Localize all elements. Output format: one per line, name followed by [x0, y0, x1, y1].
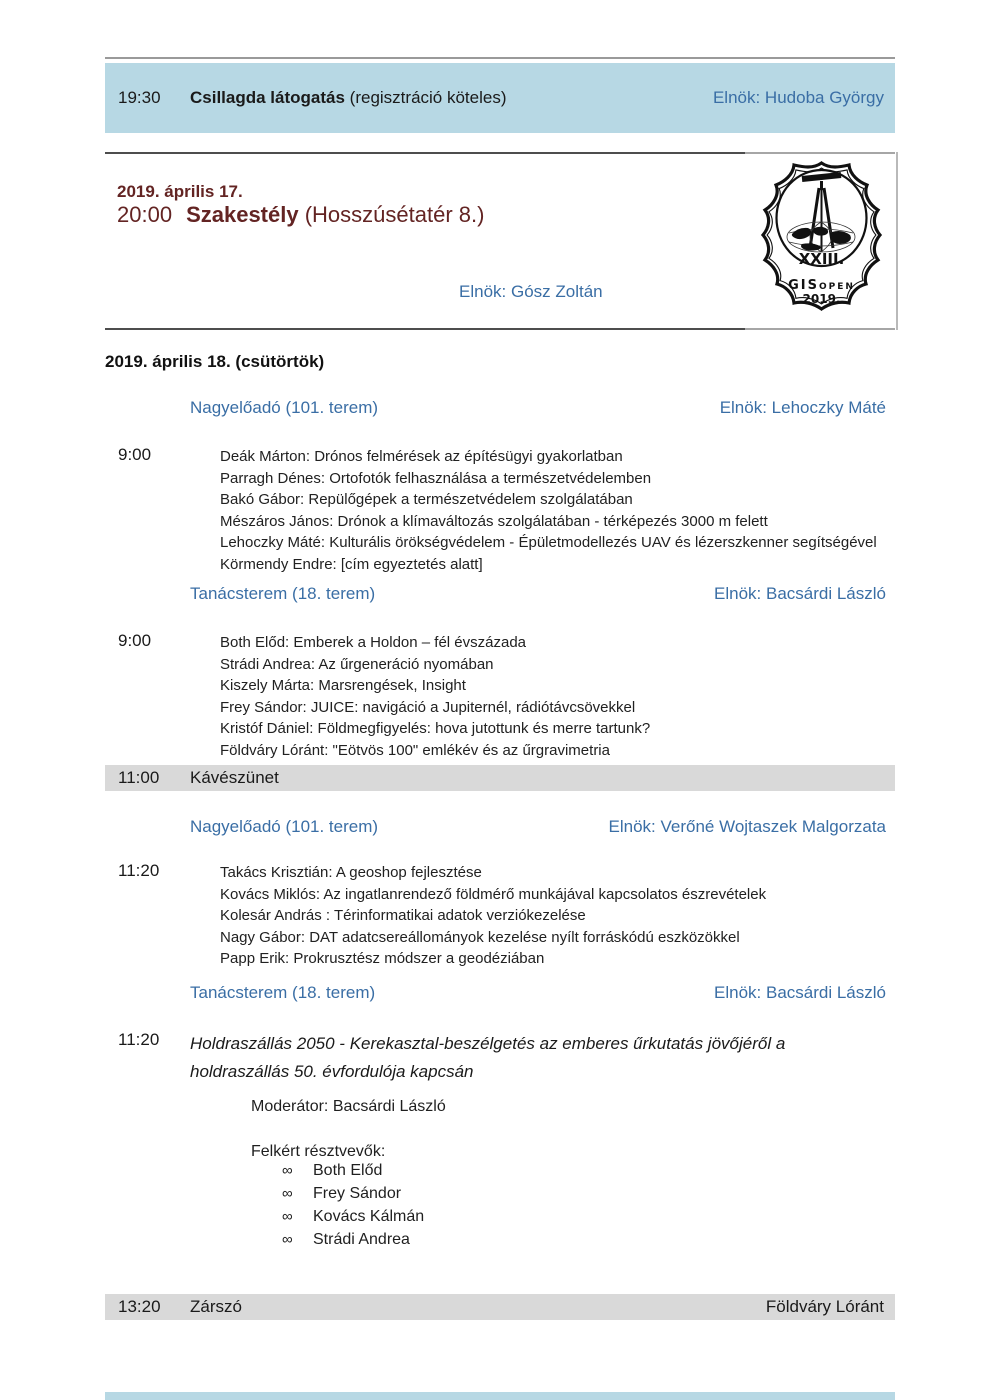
session4-room: Tanácsterem (18. terem) — [190, 983, 376, 1002]
talk-item: Parragh Dénes: Ortofotók felhasználása a természetvédelemben — [220, 469, 652, 487]
roundtable-title-line2: holdraszállás 50. évfordulója kapcsán — [190, 1062, 474, 1081]
day1-event-bold: Szakestély — [186, 202, 299, 227]
closing-speaker: Földváry Lóránt — [765, 1297, 884, 1316]
roundtable-title — [190, 1030, 785, 1086]
horizontal-rule — [105, 328, 895, 330]
talk-item: Kristóf Dániel: Földmegfigyelés: hova jutottunk és merre tartunk? — [220, 720, 651, 738]
infinity-bullet-icon: ∞ — [282, 1208, 293, 1225]
talk-item: Nagy Gábor: DAT adatcsereállományok kezelése nyílt forráskódú eszközökkel — [220, 928, 740, 946]
talk-item: Takács Krisztián: A geoshop fejlesztése — [220, 864, 482, 881]
talk-item: Deák Márton: Drónos felmérések az építésügyi gyakorlatban — [220, 448, 623, 465]
talk-item: Papp Erik: Prokrusztész módszer a geodéziában — [220, 950, 545, 968]
day1-event-note: (Hosszúsétatér 8.) — [304, 202, 485, 227]
evening-event-band — [105, 63, 895, 133]
talk-item: Körmendy Endre: [cím egyeztetés alatt] — [220, 555, 483, 573]
infinity-bullet-icon: ∞ — [282, 1185, 293, 1202]
coffee-break-band — [105, 765, 895, 791]
time-label: 19:30 — [118, 88, 161, 107]
event-title — [190, 88, 507, 108]
participant-item — [282, 1182, 424, 1205]
participant-name: Strádi Andrea — [313, 1231, 410, 1248]
logo-year: 2019. — [802, 292, 841, 306]
participant-name: Both Előd — [313, 1162, 383, 1179]
participant-item — [282, 1205, 424, 1228]
session3-talks — [220, 862, 766, 970]
session4-chair: Elnök: Bacsárdi László — [714, 983, 886, 1002]
event-title-note: (regisztráció köteles) — [349, 88, 507, 107]
talk-item: Strádi Andrea: Az űrgeneráció nyomában — [220, 655, 494, 673]
infinity-bullet-icon: ∞ — [282, 1231, 293, 1248]
gisopen-logo — [750, 160, 893, 312]
day2-date-heading: 2019. április 18. (csütörtök) — [105, 352, 325, 371]
talk-item: Frey Sándor: JUICE: navigáció a Jupiternél, rádiótávcsövekkel — [220, 698, 636, 716]
day1-event-line — [117, 202, 484, 228]
participant-name: Kovács Kálmán — [313, 1208, 425, 1225]
day1-date-heading: 2019. április 17. — [117, 182, 243, 201]
session2-chair: Elnök: Bacsárdi László — [714, 584, 886, 603]
talk-item: Földváry Lóránt: "Eötvös 100" emlékév és az űrgravimetria — [220, 741, 610, 759]
talk-item: Bakó Gábor: Repülőgépek a természetvédelem szolgálatában — [220, 491, 633, 509]
logo-title: GISopen — [788, 278, 855, 293]
time-label: 13:20 — [118, 1297, 161, 1316]
day1-time: 20:00 — [117, 202, 173, 227]
top-hairline — [105, 57, 895, 59]
moderator-label: Moderátor: Bacsárdi László — [251, 1098, 446, 1115]
participants-heading: Felkért résztvevők: — [251, 1143, 386, 1160]
session3-room: Nagyelőadó (101. terem) — [190, 817, 379, 836]
closing-band — [105, 1294, 895, 1320]
participants-list — [282, 1159, 424, 1251]
talk-item: Mészáros János: Drónok a klímaváltozás szolgálatában - térképezés 3000 m felett — [220, 512, 768, 530]
session3-chair: Elnök: Verőné Wojtaszek Malgorzata — [608, 817, 886, 836]
session2-talks — [220, 632, 650, 762]
session1-chair: Elnök: Lehoczky Máté — [719, 398, 886, 417]
talk-item: Lehoczky Máté: Kulturális örökségvédelem - Épületmodellezés UAV és lézerszkenner segítségével — [220, 534, 877, 552]
next-row-strip — [105, 1392, 895, 1400]
session1-time: 9:00 — [118, 445, 152, 464]
event-title-bold: Csillagda látogatás — [190, 88, 345, 107]
horizontal-rule — [105, 152, 895, 154]
participant-item — [282, 1228, 424, 1251]
participant-item — [282, 1159, 424, 1182]
participant-name: Frey Sándor — [313, 1185, 402, 1202]
session1-room: Nagyelőadó (101. terem) — [190, 398, 379, 417]
chair-label: Elnök: Hudoba György — [712, 88, 884, 107]
day1-chair: Elnök: Gósz Zoltán — [459, 282, 603, 301]
coffee-break-label: Kávészünet — [190, 768, 279, 787]
roundtable-title-line1: Holdraszállás 2050 - Kerekasztal-beszélgetés az emberes űrkutatás jövőjéről a — [190, 1034, 786, 1053]
talk-item: Both Előd: Emberek a Holdon – fél évszázada — [220, 634, 527, 651]
talk-item: Kolesár András : Térinformatikai adatok verziókezelése — [220, 907, 586, 925]
logo-numeral: XXIII. — [798, 250, 845, 268]
session1-talks — [220, 446, 877, 576]
session3-time: 11:20 — [118, 861, 160, 880]
infinity-bullet-icon: ∞ — [282, 1162, 293, 1179]
closing-label: Zárszó — [190, 1297, 242, 1316]
talk-item: Kovács Miklós: Az ingatlanrendező földmérő munkájával kapcsolatos észrevételek — [220, 885, 767, 903]
session4-time: 11:20 — [118, 1030, 160, 1049]
time-label: 11:00 — [118, 768, 160, 787]
session2-time: 9:00 — [118, 631, 152, 650]
session2-room: Tanácsterem (18. terem) — [190, 584, 376, 603]
logo-cell-right-border — [896, 152, 898, 330]
talk-item: Kiszely Márta: Marsrengések, Insight — [220, 677, 466, 695]
